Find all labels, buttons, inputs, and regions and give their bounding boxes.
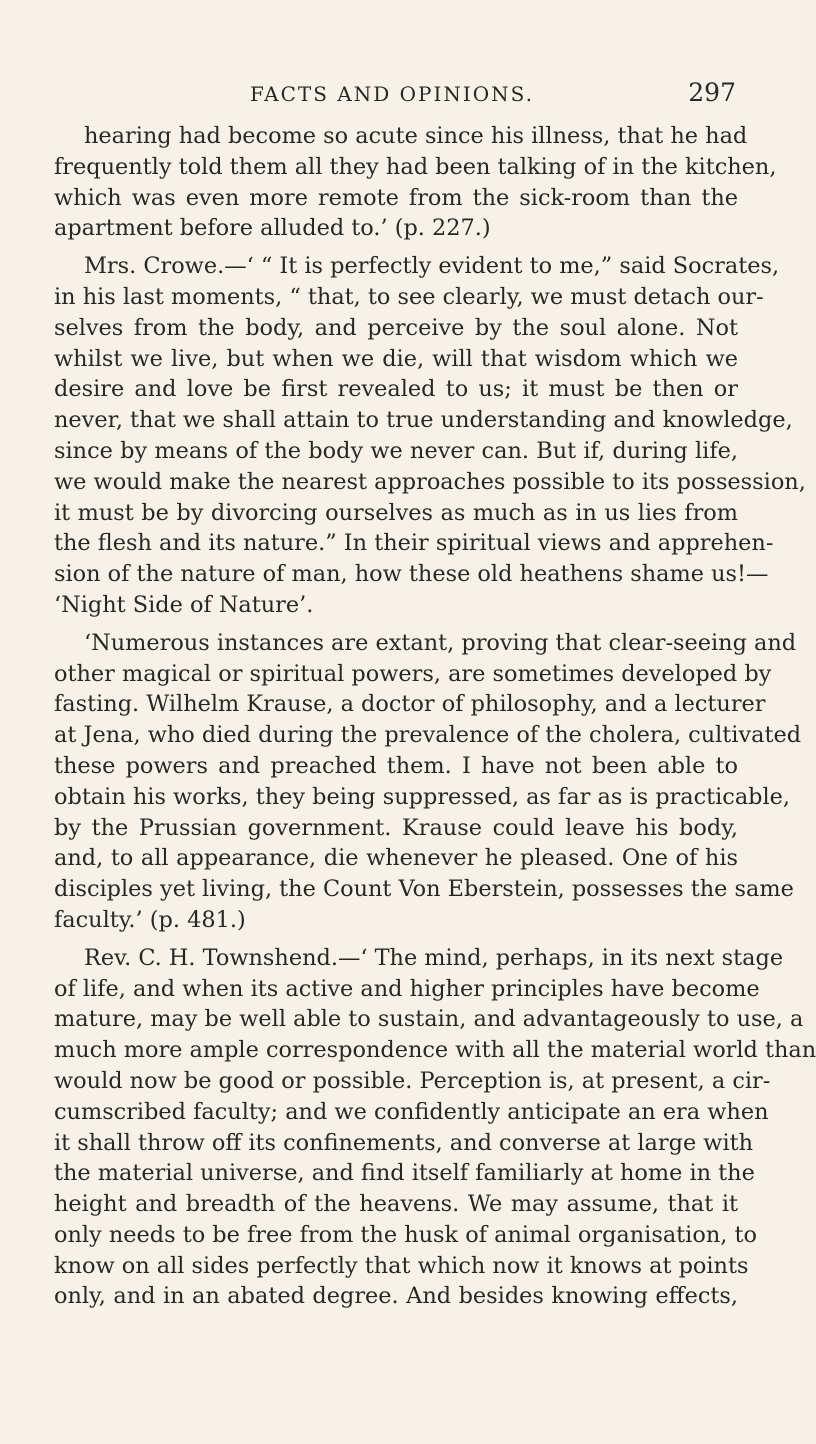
paragraph: [54, 628, 802, 936]
text-line: never, that we shall attain to true understanding and knowledge,: [54, 407, 793, 434]
running-title: FACTS AND OPINIONS.: [250, 82, 535, 106]
text-line: the material universe, and find itself familiarly at home in the: [54, 1160, 755, 1187]
text-line: Mrs. Crowe.—‘ “ It is perfectly evident to me,” said Socrates,: [84, 253, 780, 280]
text-line: which was even more remote from the sick-room than the: [54, 184, 738, 211]
text-line: of life, and when its active and higher principles have become: [54, 975, 760, 1002]
text-line: faculty.’ (p. 481.): [54, 906, 246, 933]
text-line: would now be good or possible. Perception is, at present, a cir-: [54, 1067, 771, 1094]
page-number: 297: [688, 78, 736, 107]
text-line: since by means of the body we never can. But if, during life,: [54, 437, 738, 464]
text-line: sion of the nature of man, how these old heathens shame us!—: [54, 561, 769, 588]
text-line: apartment before alluded to.’ (p. 227.): [54, 215, 491, 242]
text-line: it shall throw off its confinements, and converse at large with: [54, 1129, 754, 1156]
text-line: much more ample correspondence with all the material world than: [54, 1037, 816, 1064]
text-line: in his last moments, “ that, to see clearly, we must detach our-: [54, 283, 764, 310]
text-line: ‘Numerous instances are extant, proving that clear-seeing and: [84, 629, 797, 656]
text-line: desire and love be first revealed to us; it must be then or: [54, 376, 738, 403]
text-line: only, and in an abated degree. And besides knowing effects,: [54, 1283, 738, 1310]
text-line: hearing had become so acute since his illness, that he had: [84, 123, 748, 149]
text-line: it must be by divorcing ourselves as much as in us lies from: [54, 499, 738, 526]
paragraph-gap: [54, 244, 738, 251]
text-line: only needs to be free from the husk of animal organisation, to: [54, 1221, 757, 1248]
text-line: obtain his works, they being suppressed, as far as is practicable,: [54, 783, 791, 810]
text-line: Rev. C. H. Townshend.—‘ The mind, perhaps, in its next stage: [84, 944, 784, 971]
text-line: these powers and preached them. I have not been able to: [54, 752, 738, 779]
text-line: we would make the nearest approaches possible to its possession,: [54, 468, 806, 495]
text-line: by the Prussian government. Krause could leave his body,: [54, 814, 738, 841]
paragraph: [54, 121, 777, 244]
text-line: frequently told them all they had been talking of in the kitchen,: [54, 153, 777, 180]
paragraph-gap: [54, 936, 738, 943]
running-header: [250, 78, 736, 118]
text-line: height and breadth of the heavens. We may assume, that it: [54, 1191, 738, 1218]
text-line: cumscribed faculty; and we confidently anticipate an era when: [54, 1098, 769, 1125]
paragraph: [54, 943, 816, 1313]
text-line: whilst we live, but when we die, will that wisdom which we: [54, 345, 738, 372]
paragraph-gap: [54, 621, 738, 628]
body-text: [54, 121, 816, 1312]
text-line: at Jena, who died during the prevalence of the cholera, cultivated: [54, 722, 802, 749]
text-line: fasting. Wilhelm Krause, a doctor of philosophy, and a lecturer: [54, 691, 766, 718]
text-line: selves from the body, and perceive by the soul alone. Not: [54, 314, 738, 341]
text-line: the flesh and its nature.” In their spiritual views and apprehen-: [54, 530, 774, 557]
text-line: and, to all appearance, die whenever he pleased. One of his: [54, 845, 738, 872]
text-line: disciples yet living, the Count Von Eberstein, possesses the same: [54, 876, 794, 903]
text-line: other magical or spiritual powers, are sometimes developed by: [54, 660, 772, 687]
text-line: mature, may be well able to sustain, and advantageously to use, a: [54, 1006, 804, 1033]
text-line: know on all sides perfectly that which now it knows at points: [54, 1252, 749, 1279]
text-line: ‘Night Side of Nature’.: [54, 591, 314, 618]
paragraph: [54, 251, 806, 621]
